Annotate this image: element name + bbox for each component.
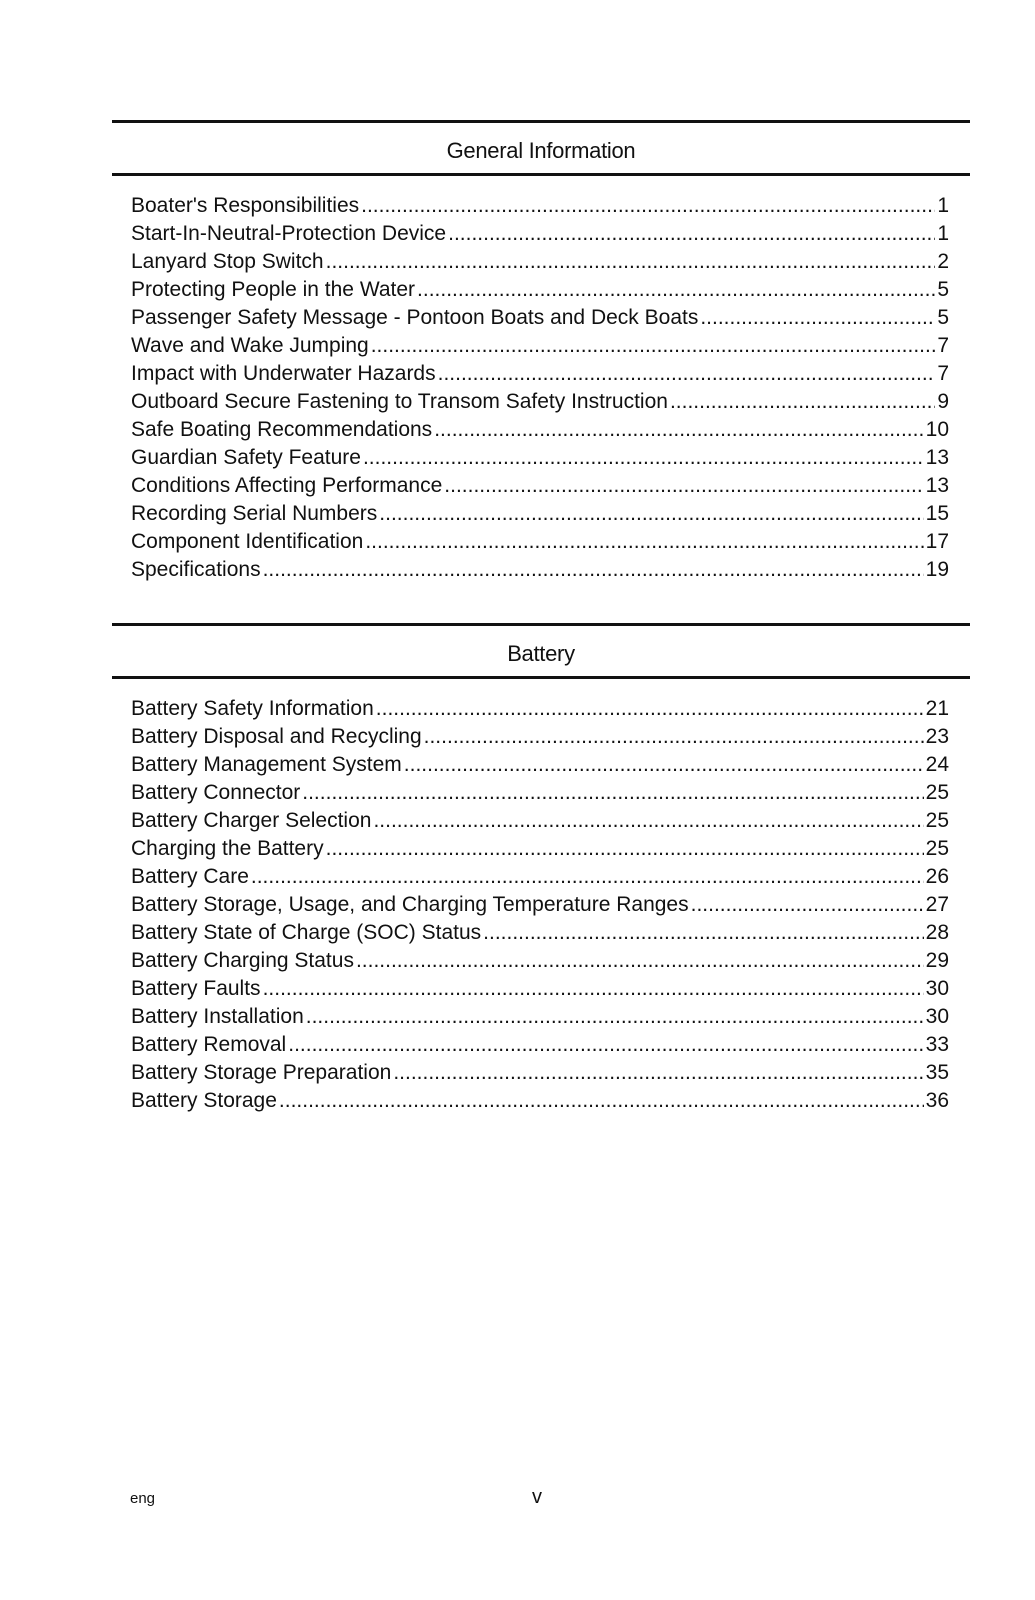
dot-leader bbox=[363, 444, 924, 472]
entry-page-number: 30 bbox=[925, 977, 949, 1000]
entry-page-number: 1 bbox=[937, 222, 949, 245]
dot-leader bbox=[700, 304, 935, 332]
entry-page-number: 26 bbox=[925, 865, 949, 888]
dot-leader bbox=[404, 751, 924, 779]
toc-entry[interactable] bbox=[131, 528, 949, 556]
entry-title: Battery Charging Status bbox=[131, 949, 354, 972]
toc-entry[interactable] bbox=[131, 1059, 949, 1087]
entry-title: Battery Storage Preparation bbox=[131, 1061, 392, 1084]
dot-leader bbox=[263, 975, 924, 1003]
entry-title: Lanyard Stop Switch bbox=[131, 250, 324, 273]
entry-page-number: 27 bbox=[925, 893, 949, 916]
entry-page-number: 5 bbox=[937, 278, 949, 301]
toc-entry[interactable] bbox=[131, 723, 949, 751]
entry-title: Impact with Underwater Hazards bbox=[131, 362, 436, 385]
entry-title: Battery Removal bbox=[131, 1033, 287, 1056]
dot-leader bbox=[379, 500, 923, 528]
toc-entry-list bbox=[112, 679, 970, 1115]
entry-title: Battery Charger Selection bbox=[131, 809, 372, 832]
entry-page-number: 1 bbox=[937, 194, 949, 217]
toc-entry[interactable] bbox=[131, 863, 949, 891]
entry-title: Outboard Secure Fastening to Transom Safety Instruction bbox=[131, 390, 668, 413]
dot-leader bbox=[670, 388, 935, 416]
toc-entry[interactable] bbox=[131, 751, 949, 779]
dot-leader bbox=[371, 332, 936, 360]
dot-leader bbox=[356, 947, 924, 975]
entry-page-number: 30 bbox=[925, 1005, 949, 1028]
entry-page-number: 25 bbox=[925, 837, 949, 860]
entry-page-number: 25 bbox=[925, 781, 949, 804]
toc-entry[interactable] bbox=[131, 500, 949, 528]
entry-title: Battery Installation bbox=[131, 1005, 304, 1028]
dot-leader bbox=[483, 919, 923, 947]
dot-leader bbox=[376, 695, 924, 723]
entry-title: Guardian Safety Feature bbox=[131, 446, 361, 469]
entry-page-number: 7 bbox=[937, 362, 949, 385]
entry-page-number: 13 bbox=[925, 446, 949, 469]
footer-page-number: v bbox=[532, 1486, 542, 1508]
toc-entry[interactable] bbox=[131, 192, 949, 220]
entry-title: Start-In-Neutral-Protection Device bbox=[131, 222, 447, 245]
entry-page-number: 2 bbox=[937, 250, 949, 273]
entry-page-number: 23 bbox=[925, 725, 949, 748]
toc-entry[interactable] bbox=[131, 276, 949, 304]
entry-title: Boater's Responsibilities bbox=[131, 194, 360, 217]
entry-title: Battery Storage, Usage, and Charging Temperature Ranges bbox=[131, 893, 689, 916]
toc-entry[interactable] bbox=[131, 472, 949, 500]
entry-title: Charging the Battery bbox=[131, 837, 324, 860]
dot-leader bbox=[365, 528, 923, 556]
dot-leader bbox=[424, 723, 924, 751]
entry-page-number: 28 bbox=[925, 921, 949, 944]
entry-title: Battery State of Charge (SOC) Status bbox=[131, 921, 482, 944]
entry-page-number: 24 bbox=[925, 753, 949, 776]
entry-title: Recording Serial Numbers bbox=[131, 502, 378, 525]
dot-leader bbox=[373, 807, 923, 835]
dot-leader bbox=[263, 556, 924, 584]
entry-title: Component Identification bbox=[131, 530, 364, 553]
toc-entry[interactable] bbox=[131, 891, 949, 919]
entry-page-number: 9 bbox=[937, 390, 949, 413]
dot-leader bbox=[326, 835, 924, 863]
toc-section-battery bbox=[112, 623, 970, 1115]
section-title: Battery bbox=[507, 641, 575, 666]
toc-entry[interactable] bbox=[131, 1087, 949, 1115]
entry-page-number: 10 bbox=[925, 418, 949, 441]
toc-entry[interactable] bbox=[131, 1031, 949, 1059]
entry-title: Wave and Wake Jumping bbox=[131, 334, 369, 357]
entry-page-number: 25 bbox=[925, 809, 949, 832]
entry-page-number: 17 bbox=[925, 530, 949, 553]
dot-leader bbox=[361, 192, 935, 220]
toc-entry[interactable] bbox=[131, 779, 949, 807]
toc-entry[interactable] bbox=[131, 919, 949, 947]
dot-leader bbox=[288, 1031, 923, 1059]
footer-language-code: eng bbox=[130, 1490, 156, 1507]
toc-entry[interactable] bbox=[131, 248, 949, 276]
entry-page-number: 29 bbox=[925, 949, 949, 972]
entry-page-number: 15 bbox=[925, 502, 949, 525]
entry-page-number: 13 bbox=[925, 474, 949, 497]
toc-entry[interactable] bbox=[131, 220, 949, 248]
toc-entry[interactable] bbox=[131, 695, 949, 723]
dot-leader bbox=[251, 863, 924, 891]
toc-entry[interactable] bbox=[131, 304, 949, 332]
toc-entry[interactable] bbox=[131, 360, 949, 388]
toc-entry[interactable] bbox=[131, 835, 949, 863]
entry-title: Protecting People in the Water bbox=[131, 278, 416, 301]
entry-page-number: 19 bbox=[925, 558, 949, 581]
section-header bbox=[112, 623, 970, 679]
dot-leader bbox=[438, 360, 936, 388]
entry-title: Specifications bbox=[131, 558, 261, 581]
dot-leader bbox=[448, 220, 935, 248]
dot-leader bbox=[444, 472, 923, 500]
dot-leader bbox=[326, 248, 936, 276]
toc-entry[interactable] bbox=[131, 1003, 949, 1031]
entry-page-number: 33 bbox=[925, 1033, 949, 1056]
entry-title: Battery Safety Information bbox=[131, 697, 374, 720]
toc-entry[interactable] bbox=[131, 975, 949, 1003]
dot-leader bbox=[417, 276, 935, 304]
entry-title: Passenger Safety Message - Pontoon Boats and Deck Boats bbox=[131, 306, 699, 329]
entry-page-number: 36 bbox=[925, 1089, 949, 1112]
entry-title: Conditions Affecting Performance bbox=[131, 474, 443, 497]
dot-leader bbox=[302, 779, 923, 807]
entry-title: Battery Management System bbox=[131, 753, 402, 776]
dot-leader bbox=[691, 891, 924, 919]
entry-title: Battery Connector bbox=[131, 781, 301, 804]
section-title: General Information bbox=[446, 138, 636, 163]
toc-entry[interactable] bbox=[131, 807, 949, 835]
toc-entry[interactable] bbox=[131, 947, 949, 975]
entry-title: Battery Faults bbox=[131, 977, 261, 1000]
entry-page-number: 35 bbox=[925, 1061, 949, 1084]
entry-title: Battery Storage bbox=[131, 1089, 277, 1112]
toc-entry[interactable] bbox=[131, 556, 949, 584]
entry-page-number: 7 bbox=[937, 334, 949, 357]
toc-entry[interactable] bbox=[131, 416, 949, 444]
toc-entry[interactable] bbox=[131, 332, 949, 360]
toc-entry-list bbox=[112, 176, 970, 584]
dot-leader bbox=[434, 416, 923, 444]
entry-title: Battery Disposal and Recycling bbox=[131, 725, 422, 748]
dot-leader bbox=[393, 1059, 923, 1087]
toc-section-general-information bbox=[112, 120, 970, 584]
entry-title: Safe Boating Recommendations bbox=[131, 418, 433, 441]
toc-entry[interactable] bbox=[131, 444, 949, 472]
entry-page-number: 21 bbox=[925, 697, 949, 720]
entry-page-number: 5 bbox=[937, 306, 949, 329]
entry-title: Battery Care bbox=[131, 865, 249, 888]
toc-entry[interactable] bbox=[131, 388, 949, 416]
dot-leader bbox=[279, 1087, 924, 1115]
dot-leader bbox=[306, 1003, 924, 1031]
section-header bbox=[112, 120, 970, 176]
